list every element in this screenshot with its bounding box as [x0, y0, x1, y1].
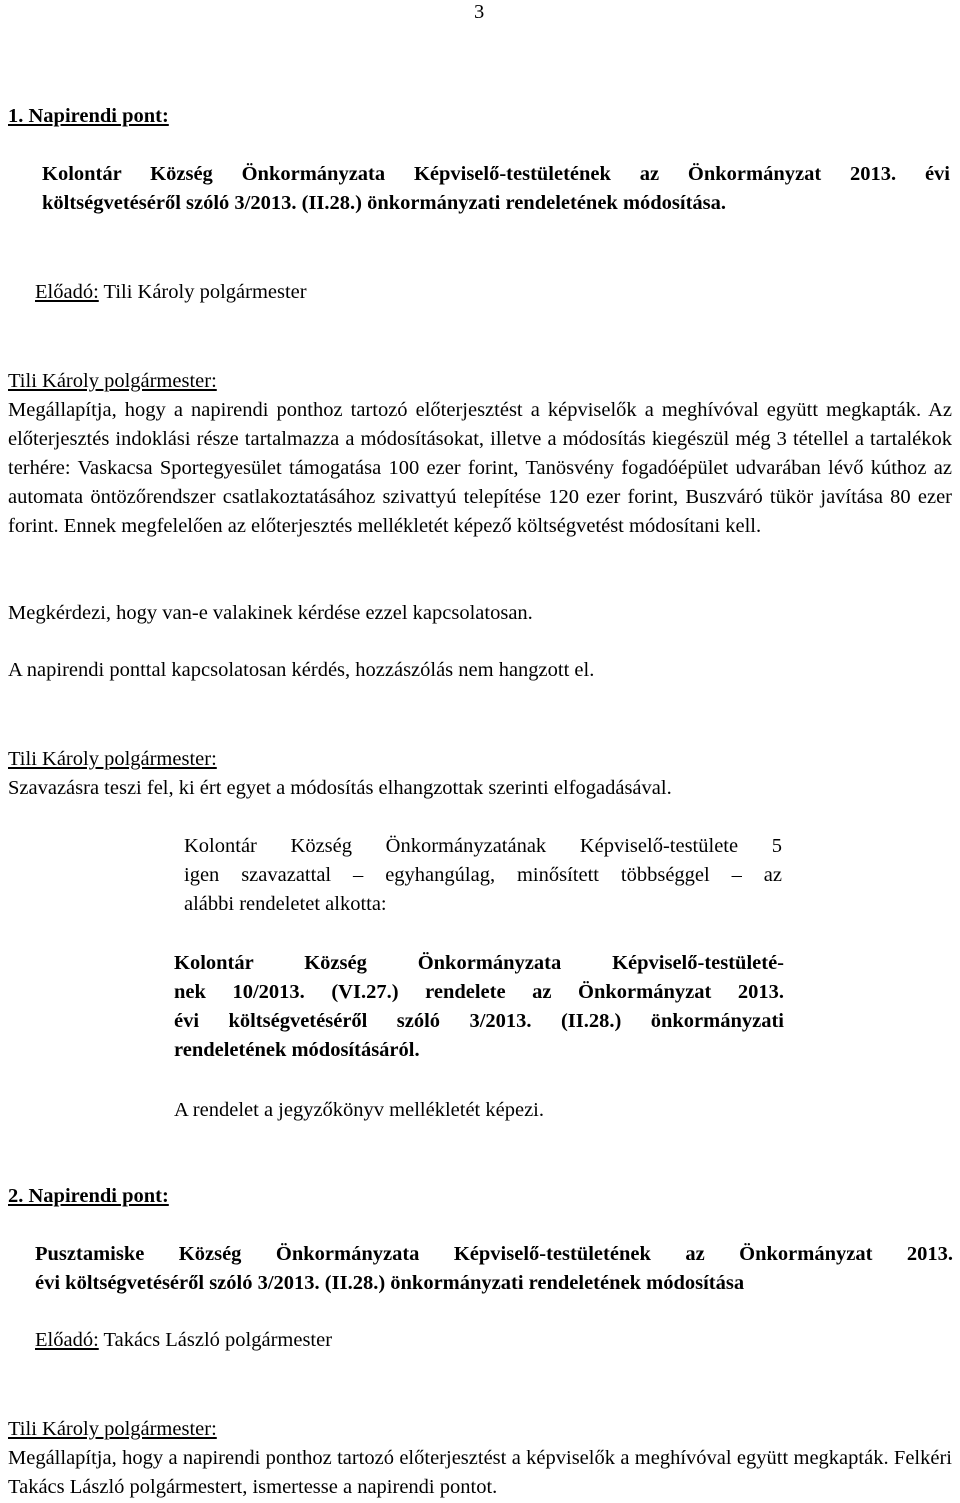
- item2-presenter-label: Előadó:: [35, 1329, 99, 1351]
- item1-annex-note: A rendelet a jegyzőkönyv mellékletét képezi.: [174, 1099, 544, 1121]
- item1-presenter: [35, 278, 307, 307]
- item1-question: Megkérdezi, hogy van-e valakinek kérdése ezzel kapcsolatosan.: [8, 602, 533, 624]
- item1-resolution-line1: Kolontár Község Önkormányzatának Képviselő-testülete 5: [184, 835, 782, 857]
- page-number: 3: [474, 1, 485, 23]
- item1-title-line1: Kolontár Község Önkormányzata Képviselő-testületének az Önkormányzat 2013. évi: [42, 163, 950, 185]
- item1-presenter-name: Tili Károly polgármester: [98, 281, 307, 303]
- item2-title-line2: évi költségvetéséről szóló 3/2013. (II.28.) önkormányzati rendeletének módosítása: [35, 1272, 745, 1294]
- item1-no-comment: A napirendi ponttal kapcsolatosan kérdés, hozzászólás nem hangzott el.: [8, 659, 595, 681]
- item1-decree-line1: Kolontár Község Önkormányzata Képviselő-testületé-: [174, 952, 784, 974]
- item2-title: [35, 1240, 953, 1298]
- item1-speaker1: Tili Károly polgármester:: [8, 370, 217, 392]
- item2-heading: 2. Napirendi pont:: [8, 1185, 169, 1207]
- item2-presenter-name: Takács László polgármester: [98, 1329, 333, 1351]
- item2-presenter: [35, 1326, 332, 1355]
- item1-decree: [174, 949, 784, 1065]
- item1-decree-line3: évi költségvetéséről szóló 3/2013. (II.28.) önkormányzati: [174, 1010, 784, 1032]
- item1-title-line2: költségvetéséről szóló 3/2013. (II.28.) önkormányzati rendeletének módosítása.: [42, 192, 727, 214]
- item1-resolution-line3: alábbi rendeletet alkotta:: [184, 893, 387, 915]
- item2-speech1: Megállapítja, hogy a napirendi ponthoz tartozó előterjesztést a képviselők a meghívóval együtt megkapták. Felkéri Takács László polgármestert, ismertesse a napirendi pontot.: [8, 1447, 952, 1498]
- item1-resolution-line2: igen szavazattal – egyhangúlag, minősített többséggel – az: [184, 864, 782, 886]
- item1-decree-line2: nek 10/2013. (VI.27.) rendelete az Önkormányzat 2013.: [174, 981, 784, 1003]
- item1-heading: 1. Napirendi pont:: [8, 105, 169, 127]
- item1-presenter-label: Előadó:: [35, 281, 99, 303]
- item2-title-line1: Pusztamiske Község Önkormányzata Képviselő-testületének az Önkormányzat 2013.: [35, 1243, 953, 1265]
- item1-decree-line4: rendeletének módosításáról.: [174, 1039, 420, 1061]
- item1-speaker2: Tili Károly polgármester:: [8, 748, 217, 770]
- item1-resolution: [184, 832, 782, 919]
- item1-speech1: Megállapítja, hogy a napirendi ponthoz tartozó előterjesztést a képviselők a meghívóval együtt megkapták. Az előterjesztés indoklási része tartalmazza a módosításokat, illetve a módosítás kiegészül még 3 tétellel a tartalékok terhére: Vaskacsa Sportegyesület támogatása 100 ezer forint, Tanösvény fogadóépület udvarában lévő kúthoz az automata öntözőrendszer csatlakoztatásához szivattyú telepítése 120 ezer forint, Buszváró tükör javítása 80 ezer forint. Ennek megfelelően az előterjesztés mellékletét képező költségvetést módosítani kell.: [8, 399, 952, 537]
- item1-title: [42, 160, 950, 218]
- item2-speaker1: Tili Károly polgármester:: [8, 1418, 217, 1440]
- item1-vote-call: Szavazásra teszi fel, ki ért egyet a módosítás elhangzottak szerinti elfogadásával.: [8, 777, 672, 799]
